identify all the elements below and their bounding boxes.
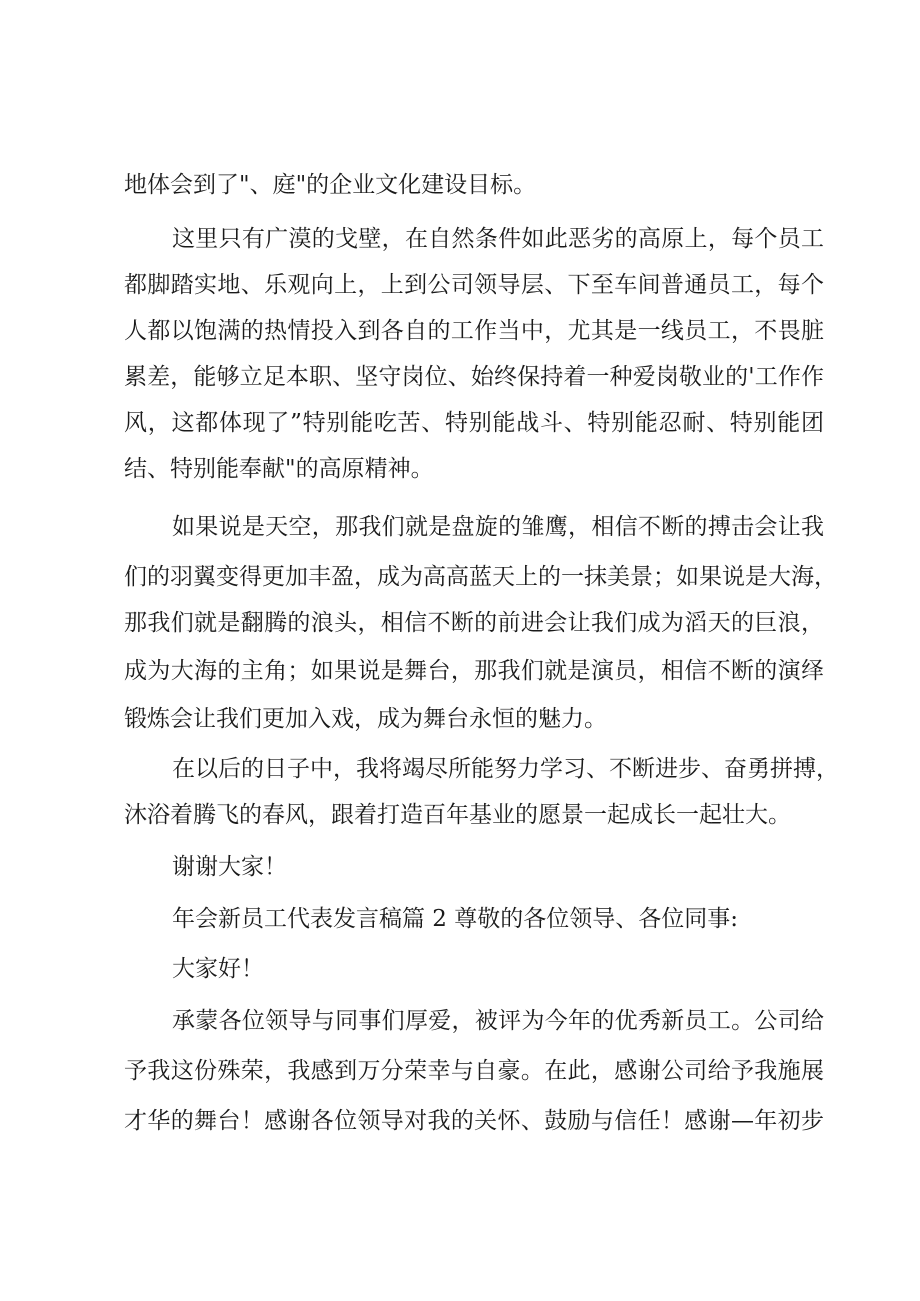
text-line: 地体会到了"、庭"的企业文化建设目标。 (124, 172, 537, 198)
text-line: 那我们就是翻腾的浪头，相信不断的前进会让我们成为滔天的巨浪， (124, 610, 824, 636)
text-line: 们的羽翼变得更加丰盈，成为高高蓝天上的一抹美景；如果说是大海， (124, 564, 837, 590)
text-line: 累差，能够立足本职、坚守岗位、始终保持着一种爱岗敬业的'工作作 (124, 364, 824, 390)
text-line: 年会新员工代表发言稿篇 2 尊敬的各位领导、各位同事: (172, 906, 739, 932)
text-line: 予我这份殊荣，我感到万分荣幸与自豪。在此，感谢公司给予我施展 (124, 1058, 824, 1084)
text-line: 才华的舞台！感谢各位领导对我的关怀、鼓励与信任！感谢—年初步 (124, 1108, 824, 1134)
text-line: 成为大海的主角；如果说是舞台，那我们就是演员，相信不断的演绎 (124, 658, 824, 684)
text-line: 都脚踏实地、乐观向上，上到公司领导层、下至车间普通员工，每个 (124, 272, 824, 298)
text-line: 结、特别能奉献"的高原精神。 (124, 456, 434, 482)
text-line: 在以后的日子中，我将竭尽所能努力学习、不断进步、奋勇拼搏， (172, 756, 839, 782)
text-line: 谢谢大家！ (172, 854, 287, 880)
text-line: 如果说是天空，那我们就是盘旋的雏鹰，相信不断的搏击会让我 (172, 514, 824, 540)
text-line: 锻炼会让我们更加入戏，成为舞台永恒的魅力。 (124, 706, 607, 732)
text-line: 人都以饱满的热情投入到各自的工作当中，尤其是一线员工，不畏脏 (124, 318, 824, 344)
text-line: 承蒙各位领导与同事们厚爱，被评为今年的优秀新员工。公司给 (172, 1008, 824, 1034)
text-line: 风，这都体现了”特别能吃苦、特别能战斗、特别能忍耐、特别能团 (124, 410, 824, 436)
text-line: 这里只有广漠的戈壁，在自然条件如此恶劣的高原上，每个员工 (172, 226, 824, 252)
text-line: 沐浴着腾飞的春风，跟着打造百年基业的愿景一起成长一起壮大。 (124, 802, 791, 828)
text-line: 大家好！ (172, 956, 264, 982)
